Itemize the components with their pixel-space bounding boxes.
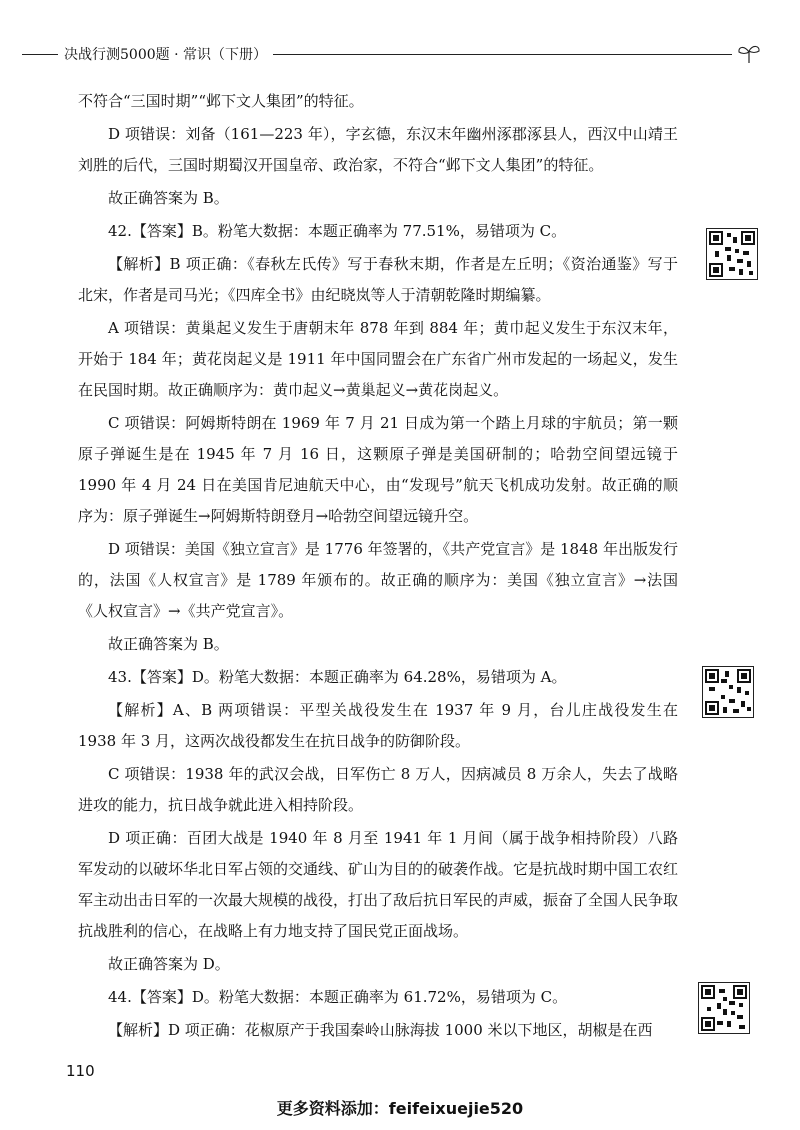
paragraph: D 项正确：百团大战是 1940 年 8 月至 1941 年 1 月间（属于战争相持阶段）八路军发动的以破坏华北日军占领的交通线、矿山为目的的破袭作战。它是抗战时期中国工农红军主动出击日军的一次最大规模的战役，打出了敌后抗日军民的声威，振奋了全国人民争取抗战胜利的信心，在战略上有力地支持了国民党正面战场。: [78, 829, 679, 940]
paragraph: A 项错误：黄巢起义发生于唐朝末年 878 年到 884 年；黄巾起义发生于东汉末年，开始于 184 年；黄花岗起义是 1911 年中国同盟会在广东省广州市发起的一场起义，发生在民国时期。故正确顺序为：黄巾起义→黄巢起义→黄花岗起义。: [78, 319, 678, 399]
paragraph: C 项错误：阿姆斯特朗在 1969 年 7 月 21 日成为第一个踏上月球的宇航员；第一颗原子弹诞生是在 1945 年 7 月 16 日，这颗原子弹是美国研制的；哈勃空间望远镜于 1990 年 4 月 24 日在美国肯尼迪航天中心，由“发现号”航天飞机成功发射。故正确的顺序为：原子弹诞生→阿姆斯特朗登月→哈勃空间望远镜升空。: [78, 414, 678, 525]
paragraph: D 项错误：美国《独立宣言》是 1776 年签署的，《共产党宣言》是 1848 年出版发行的，法国《人权宣言》是 1789 年颁布的。故正确的顺序为：美国《独立宣言》→法国《人权宣言》→《共产党宣言》。: [78, 540, 678, 620]
analysis-paragraph: 【解析】D 项正确：花椒原产于我国秦岭山脉海拔 1000 米以下地区，胡椒是在西: [108, 1021, 653, 1039]
header-rule-right: [273, 54, 732, 55]
answer-paragraph: 44.【答案】D。粉笔大数据：本题正确率为 61.72%，易错项为 C。: [108, 988, 568, 1006]
qr-code-icon[interactable]: [698, 982, 750, 1034]
paragraph: D 项错误：刘备（161—223 年），字玄德，东汉末年幽州涿郡涿县人，西汉中山靖王刘胜的后代，三国时期蜀汉开国皇帝、政治家，不符合“邺下文人集团”的特征。: [78, 125, 678, 174]
paragraph: 故正确答案为 B。: [108, 189, 229, 207]
header-title: 决战行测5000题 · 常识（下册）: [64, 47, 267, 63]
paragraph: 故正确答案为 B。: [108, 635, 229, 653]
paragraph: 不符合“三国时期”“邺下文人集团”的特征。: [78, 92, 364, 110]
running-header: [22, 42, 762, 66]
analysis-paragraph: 【解析】B 项正确：《春秋左氏传》写于春秋末期，作者是左丘明；《资治通鉴》写于北宋，作者是司马光；《四库全书》由纪晓岚等人于清朝乾隆时期编纂。: [78, 255, 678, 304]
answer-paragraph: 42.【答案】B。粉笔大数据：本题正确率为 77.51%，易错项为 C。: [108, 222, 567, 240]
sprout-icon: [736, 43, 762, 65]
answer-paragraph: 43.【答案】D。粉笔大数据：本题正确率为 64.28%，易错项为 A。: [108, 668, 567, 686]
footer-note: 更多资料添加：feifeixuejie520: [276, 1099, 524, 1118]
page-number: 110: [66, 1062, 95, 1080]
analysis-paragraph: 【解析】A、B 两项错误：平型关战役发生在 1937 年 9 月，台儿庄战役发生在 1938 年 3 月，这两次战役都发生在抗日战争的防御阶段。: [78, 701, 678, 750]
paragraph: C 项错误：1938 年的武汉会战，日军伤亡 8 万人，因病减员 8 万余人，失去了战略进攻的能力，抗日战争就此进入相持阶段。: [78, 765, 678, 814]
qr-code-icon[interactable]: [702, 666, 754, 718]
paragraph: 故正确答案为 D。: [108, 955, 230, 973]
header-rule-left: [22, 54, 58, 55]
qr-code-icon[interactable]: [706, 228, 758, 280]
page-body: [78, 86, 678, 1048]
